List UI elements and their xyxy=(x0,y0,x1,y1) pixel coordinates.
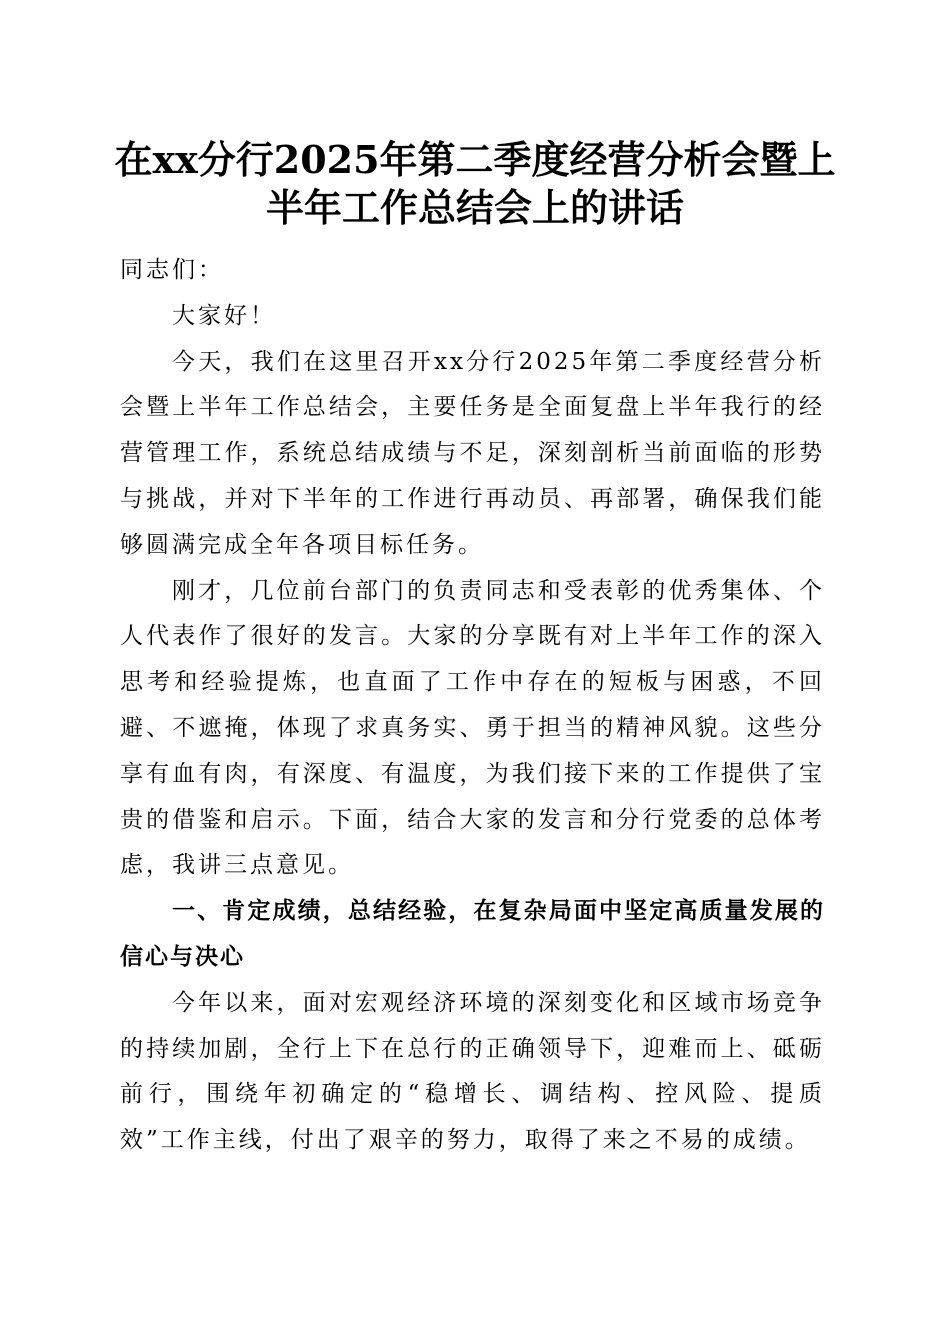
greeting: 大家好！ xyxy=(172,302,276,329)
document-body xyxy=(120,248,825,1164)
body-paragraph-1: 今天，我们在这里召开xx分行2025年第二季度经营分析会暨上半年工作总结会，主要任务是全面复盘上半年我行的经营管理工作，系统总结成绩与不足，深刻剖析当前面临的形势与挑战，并对下半年的工作进行再动员、再部署，确保我们能够圆满完成全年各项目标任务。 xyxy=(120,348,825,558)
body-paragraph-2: 刚才，几位前台部门的负责同志和受表彰的优秀集体、个人代表作了很好的发言。大家的分享既有对上半年工作的深入思考和经验提炼，也直面了工作中存在的短板与困惑，不回避、不遮掩，体现了求真务实、勇于担当的精神风貌。这些分享有血有肉，有深度、有温度，为我们接下来的工作提供了宝贵的借鉴和启示。下面，结合大家的发言和分行党委的总体考虑，我讲三点意见。 xyxy=(120,577,825,879)
section-heading: 一、肯定成绩，总结经验，在复杂局面中坚定高质量发展的信心与决心 xyxy=(120,898,825,970)
salutation: 同志们： xyxy=(120,257,224,283)
section-paragraph: 今年以来，面对宏观经济环境的深刻变化和区域市场竞争的持续加剧，全行上下在总行的正确领导下，迎难而上、砥砺前行，围绕年初确定的“稳增长、调结构、控风险、提质效”工作主线，付出了艰辛的努力，取得了来之不易的成绩。 xyxy=(120,989,825,1154)
document-title: 在xx分行2025年第二季度经营分析会暨上半年工作总结会上的讲话 xyxy=(114,137,836,230)
